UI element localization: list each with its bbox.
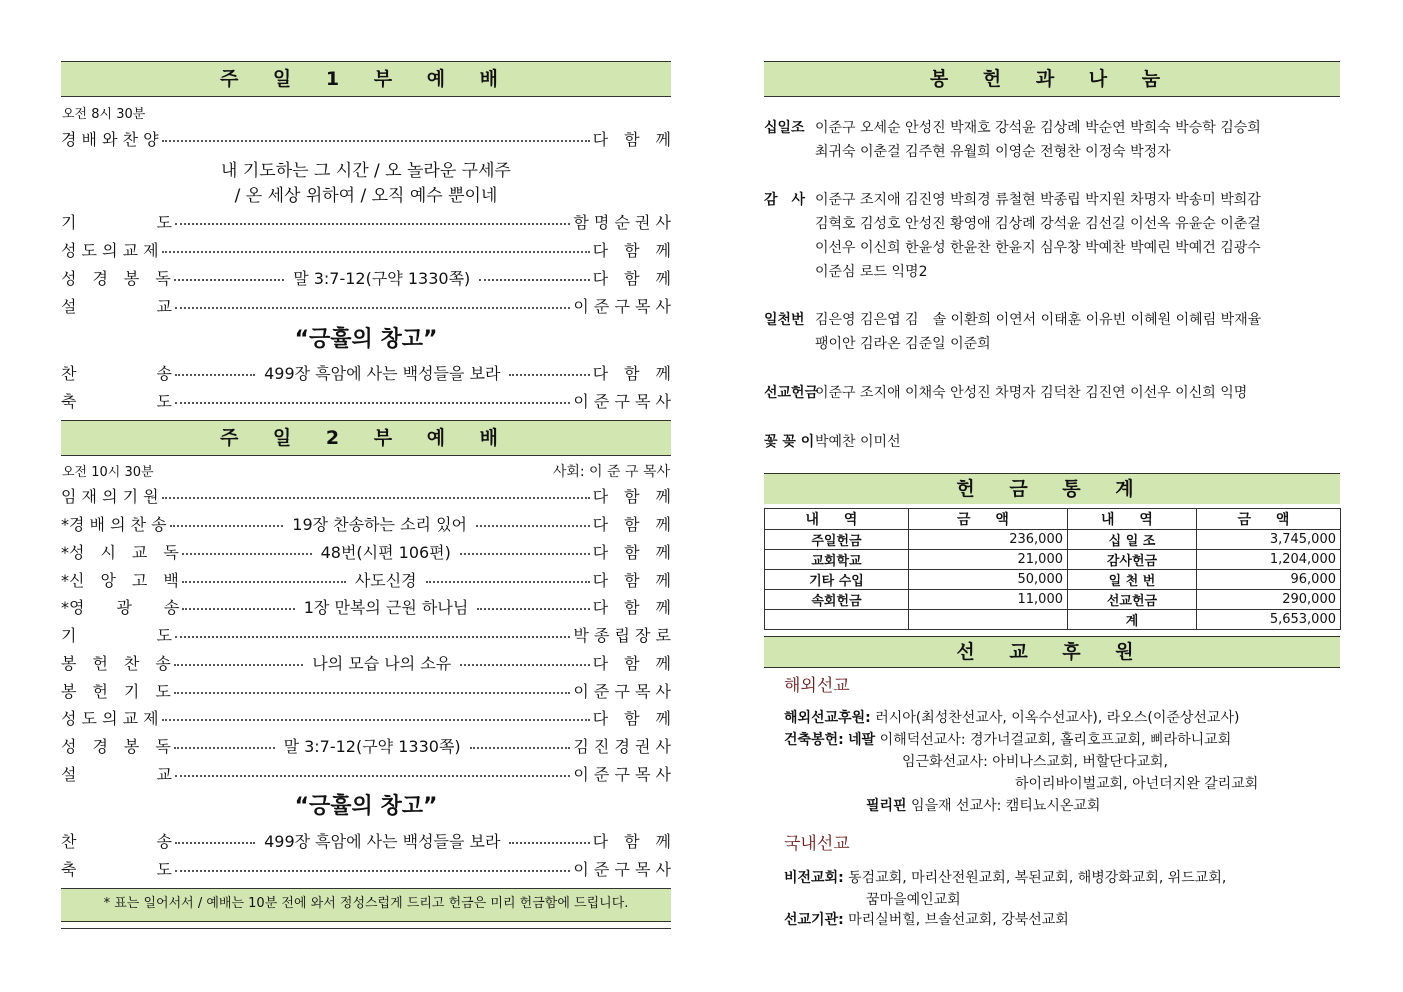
org-line <box>784 909 1069 931</box>
service-item-row <box>61 359 671 385</box>
stats-item: 십 일 조 <box>1068 530 1197 550</box>
stats-item <box>765 610 909 630</box>
service-item-row <box>61 621 671 647</box>
service-item-leader: 다 함 께 <box>592 514 672 534</box>
leader-dots <box>175 223 570 225</box>
stats-amount: 21,000 <box>909 550 1068 570</box>
col-amount-2: 금 액 <box>1197 509 1341 530</box>
overseas-support-text: 러시아(최성찬선교사, 이옥수선교사), 라오스(이준상선교사) <box>875 710 1240 726</box>
service-item-leader: 이 준 구 목 사 <box>573 859 671 879</box>
domestic-mission-title: 국내선교 <box>784 834 850 854</box>
building-line2: 임근화선교사: 아비나스교회, 버할단다교회, <box>902 754 1168 770</box>
vision-line2: 꿈마을예인교회 <box>866 892 961 908</box>
service-item-label: 설 교 <box>61 296 172 316</box>
service-item-label: 설 교 <box>61 764 172 784</box>
giving-group-label: 일천번 <box>764 312 805 328</box>
leader-dots <box>175 307 570 309</box>
service-item-leader: 이 준 구 목 사 <box>573 764 671 784</box>
leader-dots <box>509 374 589 376</box>
stats-item: 주일헌금 <box>765 530 909 550</box>
service-item-label: 경 배 와 찬 양 <box>61 129 159 149</box>
overseas-support-label: 해외선교후원: <box>784 710 871 726</box>
leader-dots <box>174 279 284 281</box>
building-line3: 하이리바이벌교회, 아넌더지완 갈리교회 <box>1015 776 1259 792</box>
service-item-leader: 다 함 께 <box>592 653 672 673</box>
service-item-label: 봉 헌 찬 송 <box>61 653 171 673</box>
service-item-row <box>61 566 671 592</box>
giving-names-line: 이준구 오세순 안성진 박재호 강석윤 김상례 박순연 박희숙 박승학 김승희 <box>815 120 1261 136</box>
building-nepal: 네팔 <box>848 732 876 748</box>
stats-amount: 11,000 <box>909 590 1068 610</box>
giving-names-line: 이선우 이신희 한윤성 한윤찬 한윤지 심우창 박예찬 박예린 박예건 김광수 <box>815 240 1261 256</box>
service-item-detail: 나의 모습 나의 소유 <box>306 651 457 674</box>
service1-title: 주 일 1 부 예 배 <box>61 61 671 97</box>
service-item-label: 축 도 <box>61 859 172 879</box>
service2-title: 주 일 2 부 예 배 <box>61 420 671 456</box>
vision-label: 비전교회: <box>784 870 844 886</box>
stats-amount: 290,000 <box>1197 590 1341 610</box>
service-item-leader: 다 함 께 <box>592 831 671 851</box>
stats-amount: 236,000 <box>909 530 1068 550</box>
giving-names-line: 김은영 김은엽 김 솔 이환희 이연서 이태훈 이유빈 이혜원 이혜림 박재율 <box>815 312 1262 328</box>
stats-amount: 5,653,000 <box>1197 610 1341 630</box>
service-item-leader: 다 함 께 <box>592 486 671 506</box>
service-item-leader: 다 함 께 <box>592 597 672 617</box>
service-item-row <box>61 125 671 151</box>
service-item-leader: 함 명 순 권 사 <box>573 212 671 232</box>
stats-amount: 50,000 <box>909 570 1068 590</box>
giving-names-line: 팽이안 김라온 김준일 이준희 <box>815 336 991 352</box>
stats-item: 감사헌금 <box>1068 550 1197 570</box>
service-item-row <box>61 827 671 853</box>
service-item-row <box>61 292 671 318</box>
giving-names-line: 이준심 로드 익명2 <box>815 264 928 280</box>
service-item-label: 기 도 <box>61 625 172 645</box>
leader-dots <box>175 842 255 844</box>
giving-names-line: 박예찬 이미선 <box>815 434 901 450</box>
building-phil-line <box>866 795 1100 817</box>
leader-dots <box>182 553 312 555</box>
col-amount-1: 금 액 <box>909 509 1068 530</box>
service2-sermon-title: “긍휼의 창고” <box>294 794 438 819</box>
leader-dots <box>162 251 590 253</box>
leader-dots <box>479 279 589 281</box>
giving-names-line: 김혁호 김성호 안성진 황영애 김상례 강석윤 김선길 이선옥 유윤순 이춘걸 <box>815 216 1261 232</box>
service-item-label: 성 도 의 교 제 <box>61 240 159 260</box>
stats-amount: 1,204,000 <box>1197 550 1341 570</box>
stats-row <box>765 530 1341 550</box>
leader-dots <box>162 497 590 499</box>
service-item-detail: 499장 흑암에 사는 백성들을 보라 <box>258 361 506 384</box>
leader-dots <box>174 747 275 749</box>
leader-dots <box>477 608 589 610</box>
service-item-row <box>61 855 671 881</box>
building-line1: 이해덕선교사: 경가너걸교회, 홀리호프교회, 삐라하니교회 <box>879 732 1232 748</box>
leader-dots <box>170 525 284 527</box>
service-item-row <box>61 677 671 703</box>
service-item-row <box>61 264 671 290</box>
giving-group-label: 십일조 <box>764 120 805 136</box>
service-item-row <box>61 236 671 262</box>
service-item-row <box>61 593 671 619</box>
stats-amount <box>909 610 1068 630</box>
service-item-label: 임 재 의 기 원 <box>61 486 159 506</box>
col-item-1: 내 역 <box>765 509 909 530</box>
service1-time: 오전 8시 30분 <box>62 107 146 122</box>
service-item-row <box>61 482 671 508</box>
service-item-leader: 박 종 립 장 로 <box>573 625 671 645</box>
service-item-row <box>61 760 671 786</box>
service-item-label: 봉 헌 기 도 <box>61 681 171 701</box>
service1-songs-line1: 내 기도하는 그 시간 / 오 놀라운 구세주 <box>221 161 511 181</box>
service-item-leader: 김 진 경 권 사 <box>573 736 672 756</box>
service-item-label: 찬 송 <box>61 831 172 851</box>
col-item-2: 내 역 <box>1068 509 1197 530</box>
stats-amount: 96,000 <box>1197 570 1341 590</box>
service-item-row <box>61 704 671 730</box>
leader-dots <box>426 581 590 583</box>
service-item-label: 성 도 의 교 제 <box>61 708 159 728</box>
service-item-detail: 48번(시편 106편) <box>315 540 457 563</box>
overseas-support-line <box>784 707 1239 729</box>
building-phil: 필리핀 <box>866 798 907 814</box>
leader-dots <box>470 747 571 749</box>
service-item-leader: 다 함 께 <box>592 240 671 260</box>
service-item-label: *경 배 의 찬 송 <box>61 514 167 534</box>
giving-group-label: 감 사 <box>764 192 806 208</box>
leader-dots <box>162 719 590 721</box>
stats-header-row <box>765 509 1341 530</box>
service-item-detail: 1장 만복의 근원 하나님 <box>298 595 475 618</box>
service2-notice: * 표는 일어서서 / 예배는 10분 전에 와서 정성스럽게 드리고 헌금은 미리 헌금함에 드립니다. <box>61 888 671 922</box>
service-item-label: *신 앙 고 백 <box>61 570 179 590</box>
giving-names-line: 이준구 조지애 김진영 박희경 류철현 박종립 박지원 차명자 박송미 박희감 <box>815 192 1261 208</box>
service-item-leader: 이 준 구 목 사 <box>573 296 671 316</box>
leader-dots <box>460 664 589 666</box>
service-item-leader: 다 함 께 <box>592 363 671 383</box>
service-item-row <box>61 510 671 536</box>
service-item-leader: 이 준 구 목 사 <box>573 681 671 701</box>
giving-names-line: 최귀숙 이춘걸 김주현 유월희 이영순 전형찬 이정숙 박정자 <box>815 144 1171 160</box>
service-item-detail: 말 3:7-12(구약 1330쪽) <box>287 266 476 289</box>
giving-names-line: 이준구 조지애 이채숙 안성진 차명자 김덕찬 김진연 이선우 이신희 익명 <box>815 385 1248 401</box>
leader-dots <box>174 664 303 666</box>
stats-row <box>765 590 1341 610</box>
service-item-leader: 다 함 께 <box>592 129 671 149</box>
leader-dots <box>460 553 590 555</box>
stats-item: 선교헌금 <box>1068 590 1197 610</box>
leader-dots <box>175 402 570 404</box>
service-item-leader: 다 함 께 <box>592 570 671 590</box>
service2-host: 사회: 이 준 구 목사 <box>552 464 670 480</box>
mission-title: 선 교 후 원 <box>764 636 1340 668</box>
leader-dots <box>509 842 589 844</box>
service-item-leader: 다 함 께 <box>592 542 671 562</box>
leader-dots <box>175 775 570 777</box>
service-item-label: 성 경 봉 독 <box>61 736 171 756</box>
org-label: 선교기관: <box>784 912 844 928</box>
stats-amount: 3,745,000 <box>1197 530 1341 550</box>
service-item-row <box>61 208 671 234</box>
stats-item: 교회학교 <box>765 550 909 570</box>
giving-group-label: 꽃 꽂 이 <box>764 434 815 450</box>
service-item-label: 성 경 봉 독 <box>61 268 171 288</box>
service-item-leader: 다 함 께 <box>592 268 672 288</box>
service-item-row <box>61 649 671 675</box>
vision-line <box>784 867 1226 889</box>
service-item-label: 기 도 <box>61 212 172 232</box>
service-item-label: *성 시 교 독 <box>61 542 179 562</box>
stats-item: 계 <box>1068 610 1197 630</box>
service-item-label: 축 도 <box>61 391 172 411</box>
stats-item: 기타 수입 <box>765 570 909 590</box>
leader-dots <box>182 608 294 610</box>
stats-item: 일 천 번 <box>1068 570 1197 590</box>
stats-row <box>765 550 1341 570</box>
stats-item: 속회헌금 <box>765 590 909 610</box>
giving-group-label: 선교헌금 <box>764 385 819 401</box>
service-item-detail: 19장 찬송하는 소리 있어 <box>286 512 473 535</box>
leader-dots <box>175 374 255 376</box>
service-item-detail: 사도신경 <box>349 568 423 591</box>
service-item-row <box>61 538 671 564</box>
leader-dots <box>162 140 590 142</box>
bottom-rule <box>61 928 671 929</box>
stats-row <box>765 610 1341 630</box>
offering-stats-table <box>764 508 1341 630</box>
building-label: 건축봉헌: <box>784 732 844 748</box>
building-line4: 임을재 선교사: 캠티뇨시온교회 <box>911 798 1101 814</box>
service-item-leader: 이 준 구 목 사 <box>573 391 671 411</box>
service1-sermon-title: “긍휼의 창고” <box>294 327 438 352</box>
leader-dots <box>476 525 590 527</box>
stats-row <box>765 570 1341 590</box>
service-item-leader: 다 함 께 <box>592 708 671 728</box>
org-text: 마리실버힐, 브솔선교회, 강북선교회 <box>848 912 1069 928</box>
service-item-row <box>61 732 671 758</box>
service-item-label: 찬 송 <box>61 363 172 383</box>
giving-title: 봉 헌 과 나 눔 <box>764 61 1340 97</box>
service-item-label: *영 광 송 <box>61 597 180 617</box>
leader-dots <box>175 870 570 872</box>
service-item-row <box>61 387 671 413</box>
vision-line1: 동검교회, 마리산전원교회, 복된교회, 해병강화교회, 위드교회, <box>848 870 1227 886</box>
stats-title: 헌 금 통 계 <box>764 473 1340 504</box>
service-item-detail: 499장 흑암에 사는 백성들을 보라 <box>258 829 506 852</box>
leader-dots <box>174 692 571 694</box>
leader-dots <box>182 581 346 583</box>
service1-songs-line2: / 온 세상 위하여 / 오직 예수 뿐이네 <box>234 186 498 206</box>
building-line <box>784 729 1231 751</box>
overseas-mission-title: 해외선교 <box>784 676 850 696</box>
service-item-detail: 말 3:7-12(구약 1330쪽) <box>278 734 467 757</box>
leader-dots <box>175 636 570 638</box>
service2-time: 오전 10시 30분 <box>62 465 154 480</box>
